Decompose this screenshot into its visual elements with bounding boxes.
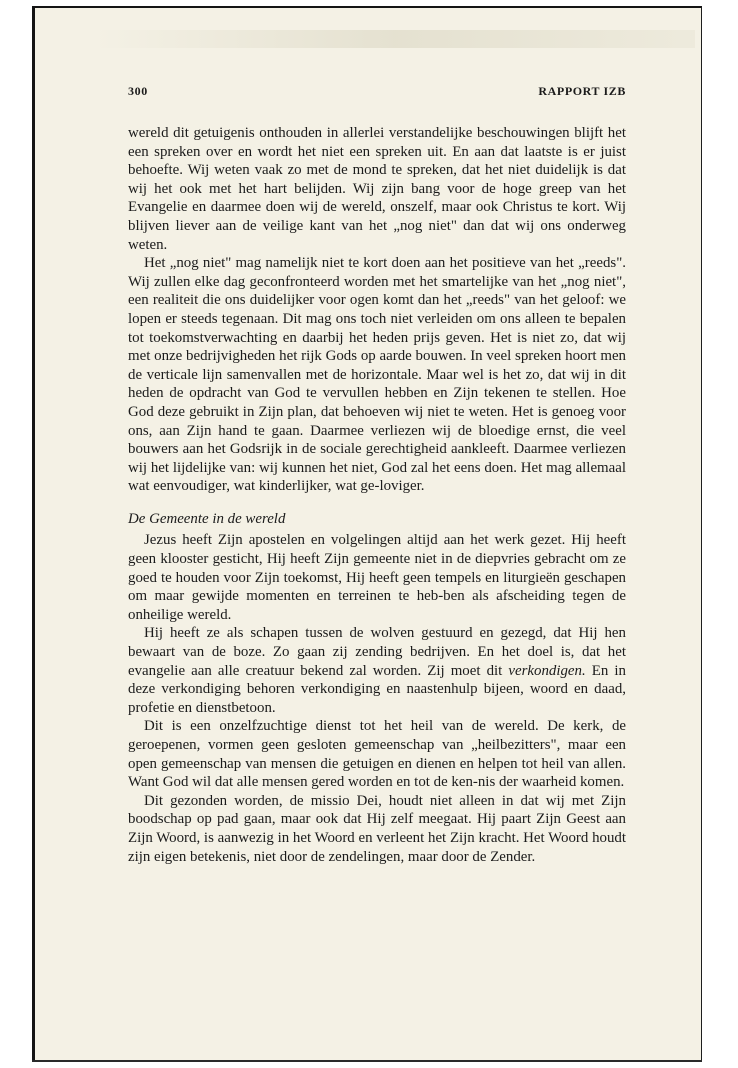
- paragraph-schapen-text-2: En in deze verkondiging behoren verkondiging en naastenhulp bijeen, woord en daad, profetie en dienstbetoon.: [128, 662, 626, 716]
- page-content: [128, 84, 626, 866]
- section-heading: De Gemeente in de wereld: [128, 510, 286, 527]
- running-title: RAPPORT IZB: [538, 84, 626, 98]
- body-text: [128, 124, 626, 866]
- emphasis-verkondigen: verkondigen.: [508, 662, 586, 679]
- paragraph-schapen-text-1: Hij heeft ze als schapen tussen de wolven gestuurd en gezegd, dat Hij hen bewaart van de boze. Zo gaan zij zending bedrijven. En het doel is, dat het evangelie aan alle creatuur bekend zal worden. Zij moet dit: [128, 625, 626, 679]
- paragraph-continued: wereld dit getuigenis onthouden in allerlei verstandelijke beschouwingen blijft het een spreken over en wordt het niet een spreken uit. En aan dat laatste is er juist behoefte. Wij weten vaak zo met de mond te spreken, dat het niet duidelijk is dat wij het ook met het hart belijden. Wij zijn bang voor de hoge greep van het Evangelie en daarmee doen wij de wereld, onszelf, maar ook Christus te kort. Wij blijven liever aan de veilige kant van het „nog niet" dan dat wij ons onderweg weten.: [128, 125, 626, 253]
- paragraph-onzelfzuchtig: Dit is een onzelfzuchtige dienst tot het heil van de wereld. De kerk, de geroepenen, vormen geen gesloten gemeenschap van „heilbezitters", maar een open gemeenschap van mensen die getuigen en dienen en helpen tot heil van allen. Want God wil dat alle mensen gered worden en tot de ken-nis der waarheid komen.: [128, 718, 626, 791]
- page-number: 300: [128, 84, 148, 98]
- paragraph-nog-niet: Het „nog niet" mag namelijk niet te kort doen aan het positieve van het „reeds". Wij zullen elke dag geconfronteerd worden met het smartelijke van het „nog niet", een realiteit die ons duidelijker voor ogen komt dan het „reeds" van het geloof: we lopen er steeds tegenaan. Dit mag ons toch niet verleiden om ons alleen te bepalen tot toekomstverwachting en daarbij het heden prijs geven. Het is niet zo, dat wij met onze bedrijvigheden het rijk Gods op aarde bouwen. In veel spreken hoort men de verticale lijn samenvallen met de horizontale. Maar wel is het zo, dat wij in dit heden de opdracht van God te vervullen hebben en Zijn tekenen te stellen. Hoe God deze gebruikt in Zijn plan, dat behoeven wij niet te weten. Het is genoeg voor ons, aan Zijn hand te gaan. Daarmee verliezen wij de bloedige ernst, die veel bouwers aan het Godsrijk in de sociale gerechtigheid aankleeft. Daarmee verliezen wij het lijdelijke van: wij kunnen het niet, God zal het eens doen. Het mag allemaal wat eenvoudiger, wat kinderlijker, wat ge-loviger.: [128, 255, 626, 495]
- paragraph-missio-dei: Dit gezonden worden, de missio Dei, houdt niet alleen in dat wij met Zijn boodschap op pad gaan, maar ook dat Hij zelf meegaat. Hij paart Zijn Geest aan Zijn Woord, is aanwezig in het Woord en verleent het Zijn kracht. Het Woord houdt zijn eigen betekenis, niet door de zendelingen, maar door de Zender.: [128, 792, 626, 865]
- paragraph-schapen: [128, 624, 626, 717]
- paragraph-jezus: Jezus heeft Zijn apostelen en volgelingen altijd aan het werk gezet. Hij heeft geen klooster gesticht, Hij heeft Zijn gemeente niet in de diepvries gebracht om ze goed te houden voor Zijn toekomst, Hij heeft geen tempels en liturgieën geschapen om maar gewijde momenten en terreinen te heb-ben als afscheiding tegen de onheilige wereld.: [128, 532, 626, 623]
- running-head: [128, 84, 626, 110]
- bleed-through-shadow: [95, 30, 695, 48]
- page-bottom-edge: [32, 1060, 702, 1062]
